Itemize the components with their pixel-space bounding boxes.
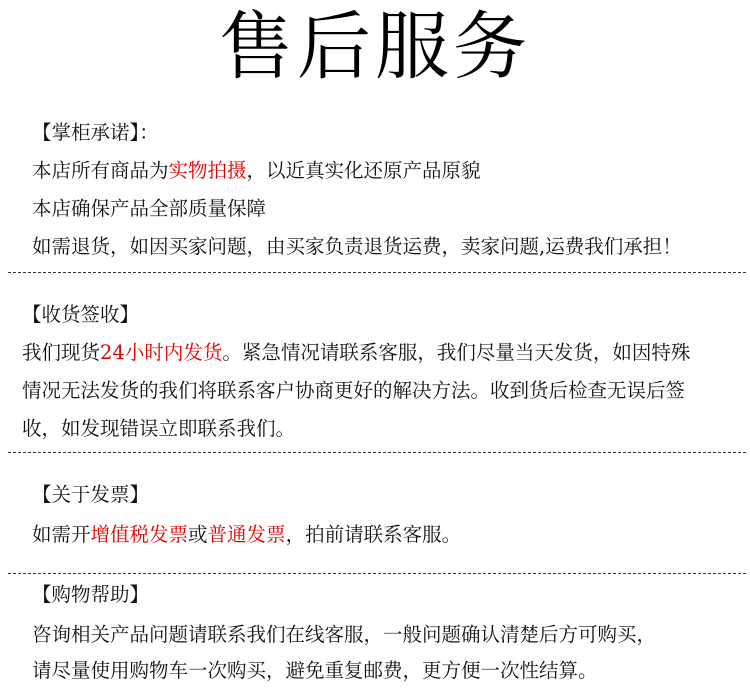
invoice-line-1-text-a: 如需开 [32,523,91,546]
promise-line-3: 如需退货，如因买家问题，由买家负责退货运费，卖家问题,运费我们承担！ [32,235,682,258]
page-title: 售后服务 [219,4,531,90]
invoice-line-1 [32,522,461,548]
receiving-header: 【收货签收】 [22,303,140,326]
help-header: 【购物帮助】 [32,583,150,606]
receiving-line-1-highlight: 24小时内发货 [100,341,223,364]
section-divider [8,452,746,453]
receiving-line-2: 情况无法发货的我们将联系客户协商更好的解决方法。收到货后检查无误后签 [22,379,686,402]
promise-line-1-highlight: 实物拍摄 [168,159,247,182]
promise-line-1-text-b: ，以近真实化还原产品原貌 [246,159,481,182]
promise-header: 【掌柜承诺】： [32,121,159,144]
promise-line-2: 本店确保产品全部质量保障 [32,197,267,220]
receiving-line-1-text-a: 我们现货 [22,341,101,364]
promise-line-1 [32,158,481,184]
receiving-line-3: 收，如发现错误立即联系我们。 [22,417,296,440]
section-divider [8,573,746,574]
help-line-1: 咨询相关产品问题请联系我们在线客服，一般问题确认清楚后方可购买， [32,623,657,646]
section-divider [8,272,746,273]
receiving-line-1-text-b: 。紧急情况请联系客服，我们尽量当天发货，如因特殊 [222,341,691,364]
invoice-vat-highlight: 增值税发票 [90,523,189,546]
invoice-line-1-text-b: ，拍前请联系客服。 [285,523,462,546]
promise-line-1-text-a: 本店所有商品为 [32,159,169,182]
receiving-line-1 [22,340,690,366]
invoice-line-1-text-mid: 或 [188,523,208,546]
invoice-normal-highlight: 普通发票 [207,523,286,546]
invoice-header: 【关于发票】 [32,483,150,506]
help-line-2: 请尽量使用购物车一次购买，避免重复邮费，更方便一次性结算。 [32,659,598,682]
